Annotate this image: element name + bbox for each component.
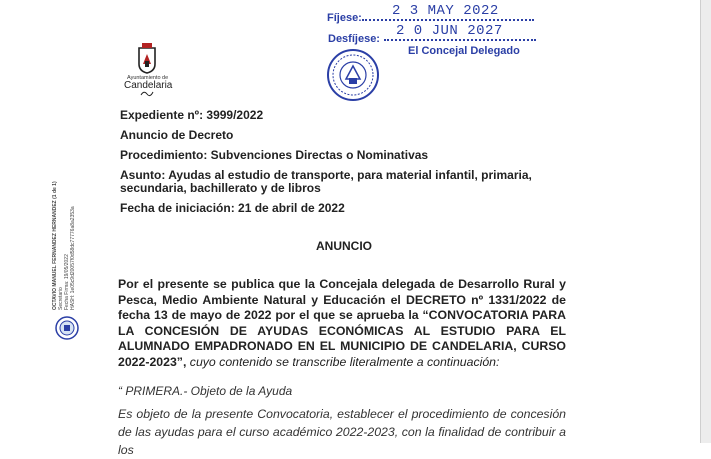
- expediente-number: Expediente nº: 3999/2022: [120, 108, 264, 122]
- object-paragraph: Es objeto de la presente Convocatoria, establecer el procedimiento de concesión de las ayudas para el curso académico 2022-2023, con la finalidad de contribuir a los: [118, 407, 566, 457]
- logo-flourish-icon: [140, 90, 154, 98]
- fecha-iniciacion: Fecha de iniciación: 21 de abril de 2022: [120, 201, 345, 215]
- logo-text-line2: Candelaria: [124, 80, 173, 91]
- municipal-seal-icon: [326, 48, 380, 102]
- fijese-line: [362, 19, 534, 21]
- procedimiento: Procedimiento: Subvenciones Directas o Nominativas: [120, 148, 429, 162]
- page-edge: [700, 0, 711, 443]
- asunto-line2: secundaria, bachillerato y de libros: [120, 181, 321, 195]
- margin-date: Fecha Firma: 19/05/2022: [64, 254, 70, 310]
- decree-paragraph-italic: cuyo contenido se transcribe literalmente a continuación:: [186, 354, 500, 369]
- fijese-label: Fíjese:: [327, 12, 362, 24]
- concejal-delegado-label: El Concejal Delegado: [408, 45, 520, 57]
- margin-role: Secretario: [58, 287, 64, 310]
- margin-signature-block: [52, 120, 76, 310]
- margin-hash: HASH: 1e05c9d20057f0d58dc77776a8a2353a: [70, 206, 76, 310]
- margin-seal-icon: [55, 316, 79, 340]
- document-title: ANUNCIO: [316, 239, 372, 253]
- coat-of-arms-icon: [136, 42, 158, 74]
- desfijese-line: [384, 39, 536, 41]
- fijese-date: 2 3 MAY 2022: [392, 3, 499, 19]
- anuncio-decreto: Anuncio de Decreto: [120, 128, 234, 142]
- logo-text-line1: Ayuntamiento de: [127, 75, 169, 81]
- decree-paragraph: [118, 277, 566, 370]
- desfijese-label: Desfíjese:: [328, 33, 380, 45]
- decree-paragraph-bold: Por el presente se publica que la Concejala delegada de Desarrollo Rural y Pesca, Medio Ambiente Natural y Educación el DECRETO nº 1331/2022 de fecha 13 de mayo de 2022 por el que se aprueba la “CONVOCATORIA PARA LA CONCESIÓN DE AYUDAS ECONÓMICAS AL ESTUDIO PARA EL ALUMNADO EMPADRONADO EN EL MUNICIPIO DE CANDELARIA, CURSO 2022-2023”,: [118, 277, 566, 369]
- margin-signer: OCTAVIO MANUEL FERNANDEZ HERNANDEZ (1 de 1): [52, 181, 58, 310]
- primera-heading: “ PRIMERA.- Objeto de la Ayuda: [118, 384, 293, 398]
- asunto-line1: Asunto: Ayudas al estudio de transporte, para material infantil, primaria,: [120, 168, 532, 182]
- desfijese-date: 2 0 JUN 2027: [396, 23, 503, 39]
